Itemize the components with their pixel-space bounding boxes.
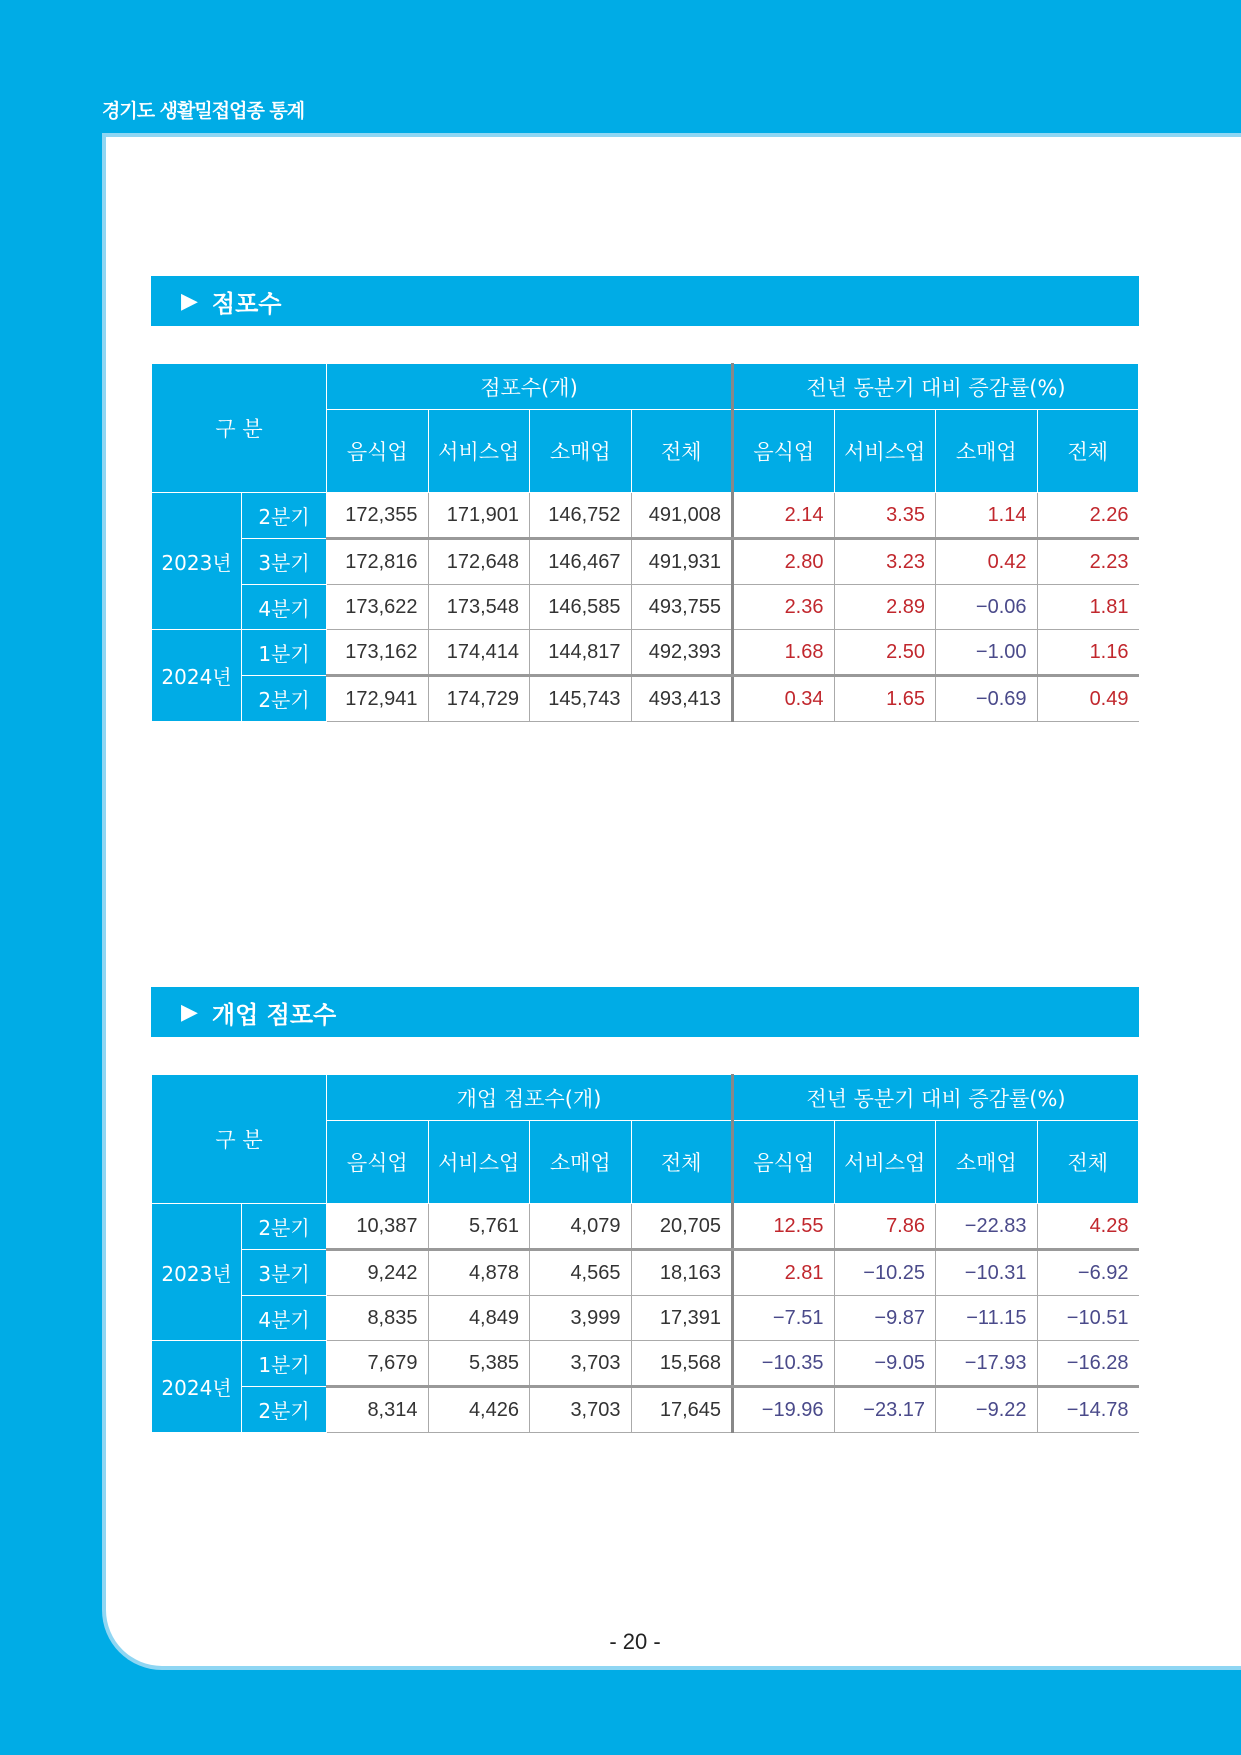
table-cell: 1.65 [834, 676, 936, 722]
table-cell: 173,548 [428, 585, 530, 630]
group-header-change: 전년 동분기 대비 증감률(%) [733, 364, 1139, 410]
table-cell: 8,314 [327, 1387, 429, 1433]
table-cell: −19.96 [733, 1387, 835, 1433]
table-cell: 2.14 [733, 493, 835, 539]
column-header: 소매업 [936, 1121, 1038, 1204]
table-cell: −16.28 [1037, 1341, 1139, 1387]
table-cell: 1.68 [733, 630, 835, 676]
table-cell: 7,679 [327, 1341, 429, 1387]
table-cell: −23.17 [834, 1387, 936, 1433]
table-cell: −0.06 [936, 585, 1038, 630]
group-header-change: 전년 동분기 대비 증감률(%) [733, 1075, 1139, 1121]
table-cell: 172,816 [327, 539, 429, 585]
column-header: 음식업 [733, 410, 835, 493]
table-cell: 7.86 [834, 1204, 936, 1250]
column-header: 전체 [631, 1121, 733, 1204]
row-header: 구 분 [152, 364, 327, 493]
table-cell: 2.81 [733, 1250, 835, 1296]
table-cell: 2.80 [733, 539, 835, 585]
table-cell: 493,755 [631, 585, 733, 630]
page-number: - 20 - [609, 1629, 661, 1654]
table-cell: 1.16 [1037, 630, 1139, 676]
section-title-bar-stores [151, 276, 1139, 326]
table-cell: 1.14 [936, 493, 1038, 539]
column-header: 전체 [1037, 1121, 1139, 1204]
column-header: 서비스업 [428, 410, 530, 493]
column-header: 서비스업 [834, 1121, 936, 1204]
group-header-count: 개업 점포수(개) [327, 1075, 733, 1121]
table-cell: 15,568 [631, 1341, 733, 1387]
column-header: 서비스업 [834, 410, 936, 493]
year-label: 2023년 [152, 1204, 242, 1341]
table-cell: 491,008 [631, 493, 733, 539]
quarter-label: 2분기 [242, 493, 327, 539]
table-cell: 0.42 [936, 539, 1038, 585]
table-cell: 2.23 [1037, 539, 1139, 585]
table-cell: 17,391 [631, 1296, 733, 1341]
table-cell: 12.55 [733, 1204, 835, 1250]
table-cell: 146,467 [530, 539, 632, 585]
table-row [152, 493, 1139, 539]
quarter-label: 4분기 [242, 1296, 327, 1341]
table-cell: 5,761 [428, 1204, 530, 1250]
table-row [152, 539, 1139, 585]
table-cell: 146,752 [530, 493, 632, 539]
quarter-label: 3분기 [242, 539, 327, 585]
column-header: 전체 [1037, 410, 1139, 493]
column-header: 음식업 [733, 1121, 835, 1204]
quarter-label: 4분기 [242, 585, 327, 630]
quarter-label: 3분기 [242, 1250, 327, 1296]
year-label: 2024년 [152, 630, 242, 722]
table-row [152, 1204, 1139, 1250]
table-cell: −10.51 [1037, 1296, 1139, 1341]
table-cell: −0.69 [936, 676, 1038, 722]
section-title: 개업 점포수 [211, 1000, 337, 1029]
table-cell: 8,835 [327, 1296, 429, 1341]
table-cell: 4,079 [530, 1204, 632, 1250]
year-label: 2023년 [152, 493, 242, 630]
table-cell: 4,878 [428, 1250, 530, 1296]
table-cell: 3.23 [834, 539, 936, 585]
group-header-count: 점포수(개) [327, 364, 733, 410]
column-header: 음식업 [327, 1121, 429, 1204]
table-cell: 2.89 [834, 585, 936, 630]
table-cell: 146,585 [530, 585, 632, 630]
quarter-label: 2분기 [242, 1204, 327, 1250]
table-cell: 2.50 [834, 630, 936, 676]
table-cell: 172,648 [428, 539, 530, 585]
table-cell: 0.49 [1037, 676, 1139, 722]
quarter-label: 2분기 [242, 1387, 327, 1433]
column-header: 전체 [631, 410, 733, 493]
table-cell: 5,385 [428, 1341, 530, 1387]
table-row [152, 676, 1139, 722]
row-header: 구 분 [152, 1075, 327, 1204]
table-cell: 174,414 [428, 630, 530, 676]
column-header: 소매업 [936, 410, 1038, 493]
table-cell: −10.31 [936, 1250, 1038, 1296]
table-cell: −1.00 [936, 630, 1038, 676]
stores-table [151, 363, 1139, 722]
table-cell: −6.92 [1037, 1250, 1139, 1296]
table-row [152, 1296, 1139, 1341]
triangle-right-icon: ▶ [181, 999, 198, 1025]
table-cell: 4.28 [1037, 1204, 1139, 1250]
openings-table [151, 1074, 1139, 1433]
table-cell: 9,242 [327, 1250, 429, 1296]
table-cell: −9.05 [834, 1341, 936, 1387]
section-title: 점포수 [211, 289, 282, 318]
table-cell: 174,729 [428, 676, 530, 722]
table-row [152, 1341, 1139, 1387]
table-cell: 173,622 [327, 585, 429, 630]
table-cell: 3,703 [530, 1387, 632, 1433]
table-cell: −11.15 [936, 1296, 1038, 1341]
table-row [152, 1387, 1139, 1433]
table-cell: −22.83 [936, 1204, 1038, 1250]
table-cell: 3.35 [834, 493, 936, 539]
table-cell: 4,565 [530, 1250, 632, 1296]
table-row [152, 630, 1139, 676]
table-cell: −9.22 [936, 1387, 1038, 1433]
table-cell: 493,413 [631, 676, 733, 722]
table-cell: −9.87 [834, 1296, 936, 1341]
table-row [152, 1250, 1139, 1296]
table-cell: 173,162 [327, 630, 429, 676]
table-cell: 0.34 [733, 676, 835, 722]
table-cell: 491,931 [631, 539, 733, 585]
table-cell: 172,355 [327, 493, 429, 539]
table-cell: 17,645 [631, 1387, 733, 1433]
table-cell: 2.36 [733, 585, 835, 630]
table-cell: 10,387 [327, 1204, 429, 1250]
column-header: 음식업 [327, 410, 429, 493]
column-header: 서비스업 [428, 1121, 530, 1204]
column-header: 소매업 [530, 410, 632, 493]
table-cell: 4,849 [428, 1296, 530, 1341]
table-cell: 172,941 [327, 676, 429, 722]
table-row [152, 585, 1139, 630]
table-cell: 18,163 [631, 1250, 733, 1296]
table-cell: 145,743 [530, 676, 632, 722]
table-cell: 492,393 [631, 630, 733, 676]
column-header: 소매업 [530, 1121, 632, 1204]
triangle-right-icon: ▶ [181, 288, 198, 314]
table-cell: 20,705 [631, 1204, 733, 1250]
quarter-label: 2분기 [242, 676, 327, 722]
table-cell: −10.35 [733, 1341, 835, 1387]
document-header-title: 경기도 생활밀접업종 통계 [102, 100, 305, 122]
table-cell: 3,999 [530, 1296, 632, 1341]
year-label: 2024년 [152, 1341, 242, 1433]
table-cell: −10.25 [834, 1250, 936, 1296]
table-cell: 3,703 [530, 1341, 632, 1387]
table-cell: 171,901 [428, 493, 530, 539]
table-cell: 144,817 [530, 630, 632, 676]
table-cell: 1.81 [1037, 585, 1139, 630]
quarter-label: 1분기 [242, 630, 327, 676]
quarter-label: 1분기 [242, 1341, 327, 1387]
table-cell: −7.51 [733, 1296, 835, 1341]
section-title-bar-openings [151, 987, 1139, 1037]
table-cell: −17.93 [936, 1341, 1038, 1387]
table-cell: 2.26 [1037, 493, 1139, 539]
table-cell: 4,426 [428, 1387, 530, 1433]
table-cell: −14.78 [1037, 1387, 1139, 1433]
